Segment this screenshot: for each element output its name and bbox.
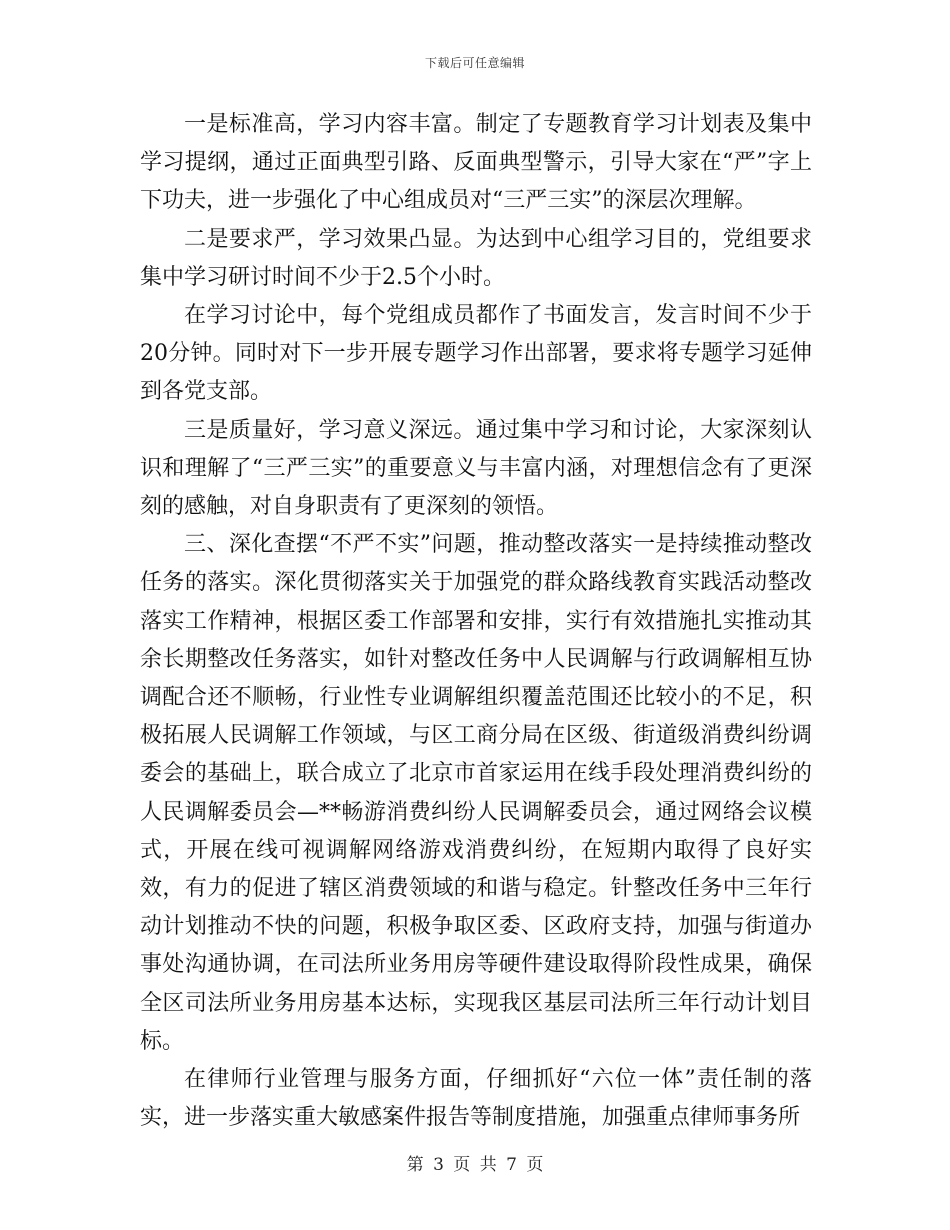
paragraph-section-three: 三、深化查摆“不严不实”问题，推动整改落实一是持续推动整改任务的落实。深化贯彻落实关于加强党的群众路线教育实践活动整改落实工作精神，根据区委工作部署和安排，实行有效措施扎实推动其余长期整改任务落实，如针对整改任务中人民调解与行政调解相互协调配合还不顺畅，行业性专业调解组织覆盖范围还比较小的不足，积极拓展人民调解工作领域，与区工商分局在区级、街道级消费纠纷调委会的基础上，联合成立了北京市首家运用在线手段处理消费纠纷的人民调解委员会—**畅游消费纠纷人民调解委员会，通过网络会议模式，开展在线可视调解网络游戏消费纠纷，在短期内取得了良好实效，有力的促进了辖区消费领域的和谐与稳定。针整改任务中三年行动计划推动不快的问题，积极争取区委、区政府支持，加强与街道办事处沟通协调，在司法所业务用房等硬件建设取得阶段性成果，确保全区司法所业务用房基本达标，实现我区基层司法所三年行动计划目标。 [140,532,812,1054]
paragraph-lawyer-management: 在律师行业管理与服务方面，仔细抓好“六位一体”责任制的落实，进一步落实重大敏感案件报告等制度措施，加强重点律师事务所 [140,1067,812,1131]
paragraph-requirement-strict: 二是要求严，学习效果凸显。为达到中心组学习目的，党组要求集中学习研讨时间不少于2.5个小时。 [140,226,812,290]
document-body [140,106,812,1137]
page-number: 第 3 页 共 7 页 [406,1155,544,1175]
paragraph-quality-good: 三是质量好，学习意义深远。通过集中学习和讨论，大家深刻认识和理解了“三严三实”的重要意义与丰富内涵，对理想信念有了更深刻的感触，对自身职责有了更深刻的领悟。 [140,417,812,520]
paragraph-study-discussion: 在学习讨论中，每个党组成员都作了书面发言，发言时间不少于20分钟。同时对下一步开展专题学习作出部署，要求将专题学习延伸到各党支部。 [140,303,812,405]
paragraph-standard-high: 一是标准高，学习内容丰富。制定了专题教育学习计划表及集中学习提纲，通过正面典型引路、反面典型警示，引导大家在“严”字上下功夫，进一步强化了中心组成员对“三严三实”的深层次理解。 [140,112,812,214]
page-header-note: 下载后可任意编辑 [424,56,525,70]
